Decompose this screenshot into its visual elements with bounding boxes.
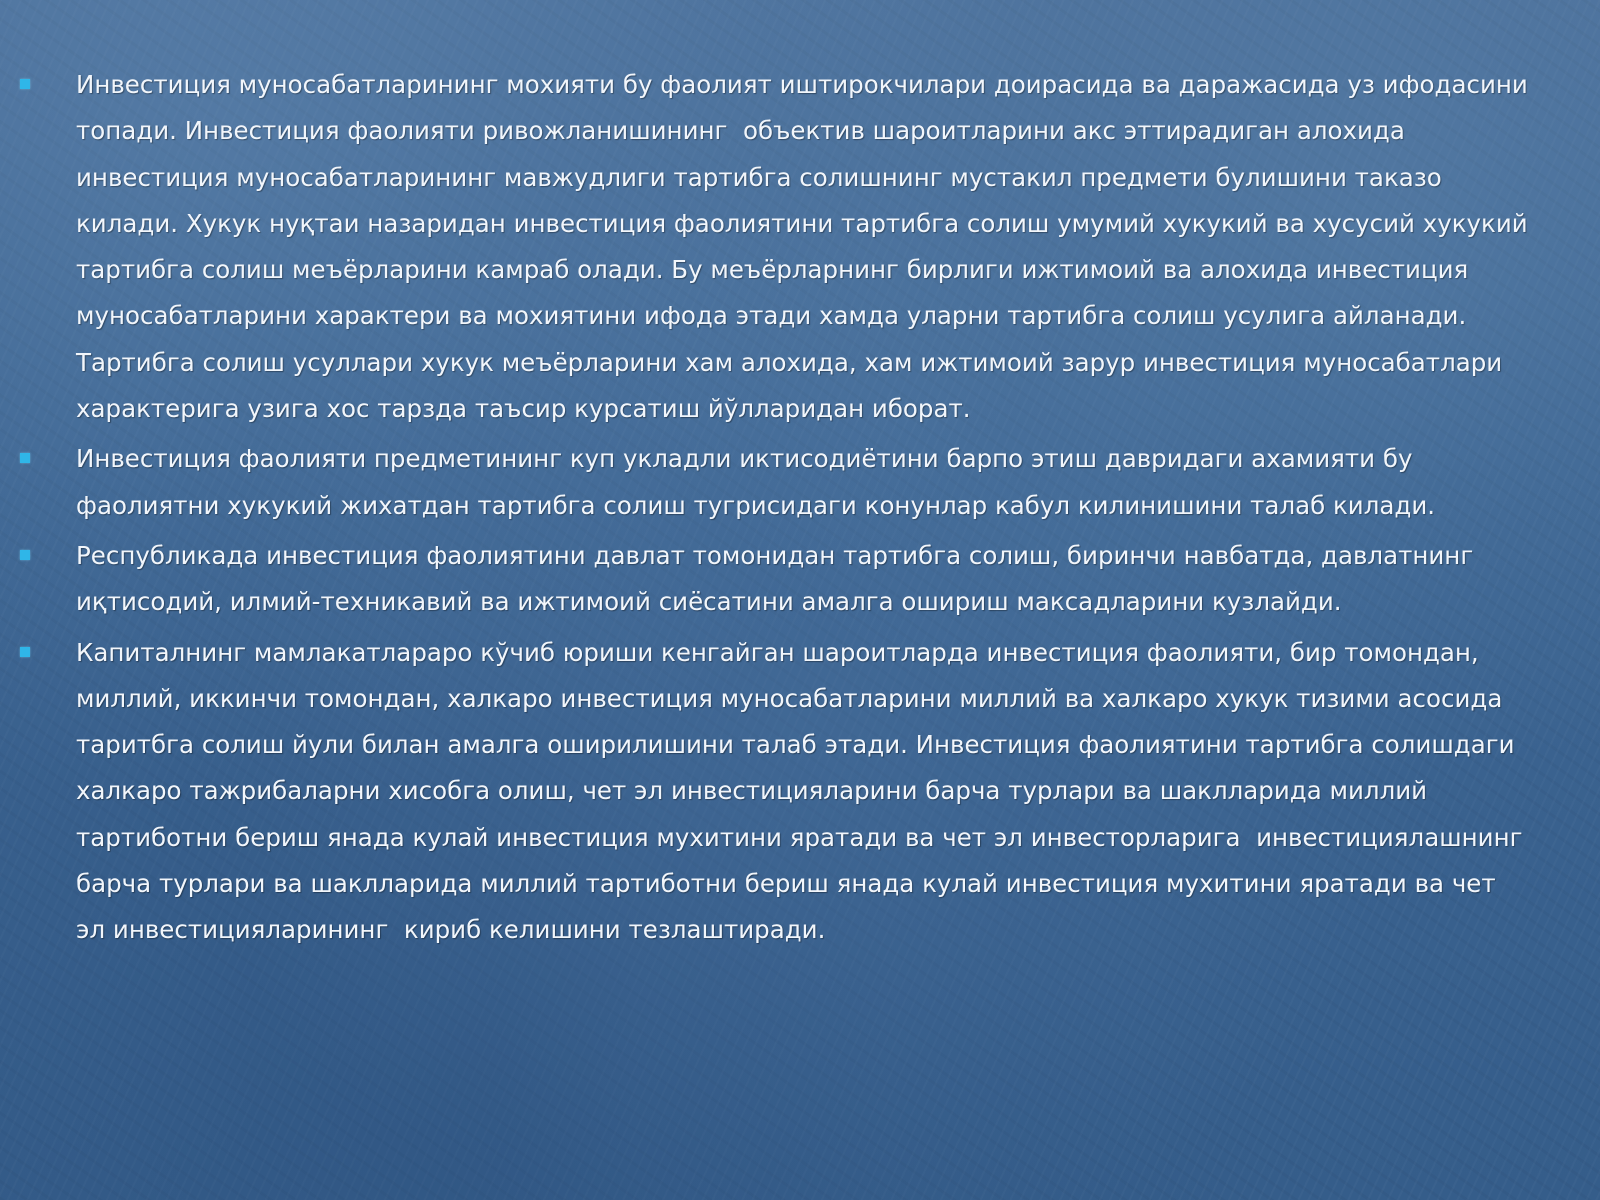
bullet-item-2 <box>20 436 1530 529</box>
bullet-text-3: Республикада инвестиция фаолиятини давлат томонидан тартибга солиш, биринчи навбатда, давлатнинг иқтисодий, илмий-техникавий ва ижтимоий сиёсатини амалга ошириш максадларини кузлайди. <box>76 540 1481 617</box>
square-bullet-icon <box>20 550 30 560</box>
bullet-text-4: Капиталнинг мамлакатлараро кўчиб юриши кенгайган шароитларда инвестиция фаолияти, бир томондан, миллий, иккинчи томондан, халкаро инвестиция муносабатларини миллий ва халкаро хукук тизими асосида таритбга солиш йули билан амалга оширилишини талаб этади. Инвестиция фаолиятини тартибга солишдаги халкаро тажрибаларни хисобга олиш, чет эл инвестицияларини барча турлари ва шаклларида миллий тартиботни бериш янада кулай инвестиция мухитини яратади ва чет эл инвесторларига инвестициялашнинг барча турлари ва шаклларида миллий тартиботни бериш янада кулай инвестиция мухитини яратади ва чет эл инвестицияларининг кириб келишини тезлаштиради. <box>76 637 1531 945</box>
bullet-text-1: Инвестиция муносабатларининг мохияти бу фаолият иштирокчилари доирасида ва даражасида уз ифодасини топади. Инвестиция фаолияти ривожланишининг объектив шароитларини акс эттирадиган алохида инвестиция муносабатларининг мавжудлиги тартибга солишнинг мустакил предмети булишини таказо килади. Хукук нуқтаи назаридан инвестиция фаолиятини тартибга солиш умумий хукукий ва хусусий хукукий тартибга солиш меъёрларини камраб олади. Бу меъёрларнинг бирлиги ижтимоий ва алохида инвестиция муносабатларини характери ва мохиятини ифода этади хамда уларни тартибга солиш усулига айланади. Тартибга солиш усуллари хукук меъёрларини хам алохида, хам ижтимоий зарур инвестиция муносабатлари характерига узига хос тарзда таъсир курсатиш йўлларидан иборат. <box>76 70 1536 424</box>
bullet-list <box>20 62 1536 954</box>
square-bullet-icon <box>20 79 30 89</box>
bullet-text-2: Инвестиция фаолияти предметининг куп укладли иктисодиётини барпо этиш давридаги ахамияти бу фаолиятни хукукий жихатдан тартибга солиш тугрисидаги конунлар кабул килинишини талаб килади. <box>76 444 1436 520</box>
bullet-item-1 <box>20 62 1536 432</box>
square-bullet-icon <box>20 647 30 657</box>
square-bullet-icon <box>20 453 30 463</box>
bullet-item-4 <box>20 630 1530 954</box>
bullet-item-3 <box>20 533 1530 626</box>
